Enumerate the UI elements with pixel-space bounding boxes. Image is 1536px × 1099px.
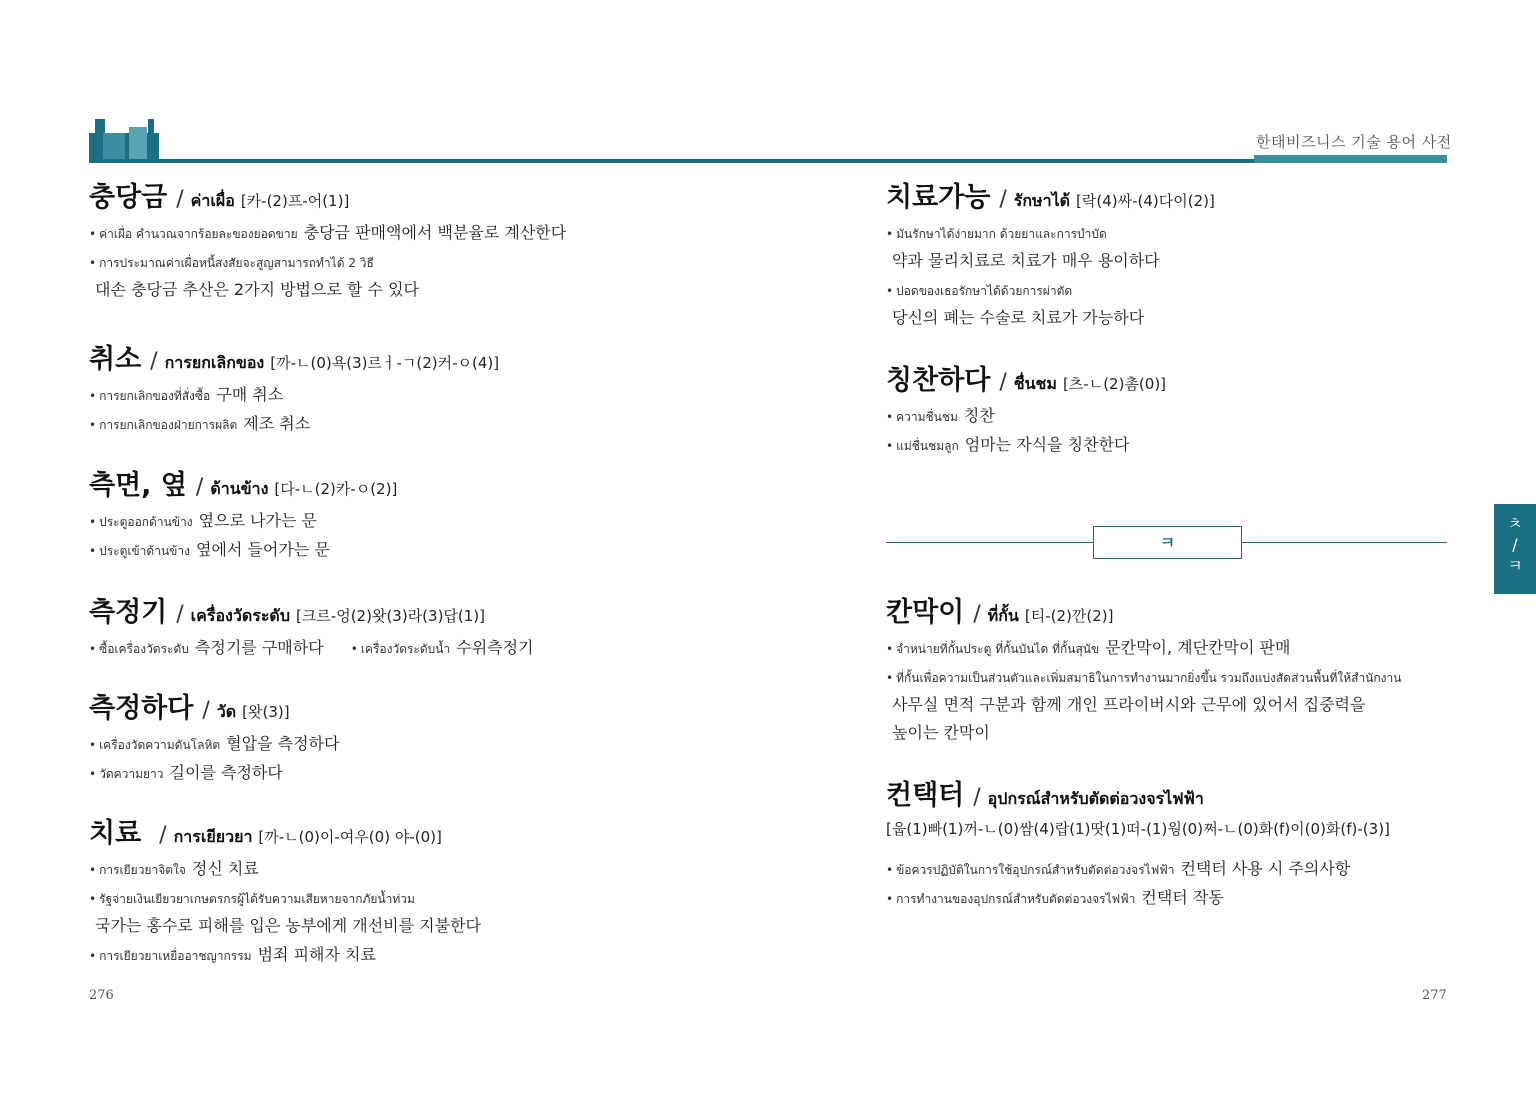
pronunciation: [까-ㄴ(0)이-여우(0) 야-(0)] <box>258 828 442 846</box>
tab-separator: / <box>1512 534 1518 554</box>
pronunciation: [락(4)싸-(4)다이(2)] <box>1076 192 1215 210</box>
entry <box>886 773 1466 908</box>
separator: / <box>195 475 204 500</box>
entry <box>89 686 789 783</box>
right-column-top <box>886 175 1466 455</box>
example: • วัดความยาว 길이를 측정하다 <box>89 763 283 782</box>
section-divider <box>886 526 1447 558</box>
headword: 측정하다 <box>89 693 194 724</box>
pronunciation: [카-(2)프-어(1)] <box>240 192 350 210</box>
page-number-right: 277 <box>1422 988 1447 1003</box>
separator: / <box>159 823 167 848</box>
pronunciation: [웁(1)빠(1)꺼-ㄴ(0)쌈(4)랍(1)땃(1)떠-(1)웡(0)쩌-ㄴ(0)화(f)이(0)화(f)-(3)] <box>886 820 1390 838</box>
thai-term: วัด <box>216 702 237 721</box>
example: • การทำงานของอุปกรณ์สำหรับตัดต่อวงจรไฟฟ้า 컨택터 작동 <box>886 888 1224 907</box>
right-column-bottom <box>886 590 1466 908</box>
pronunciation: [티-(2)깐(2)] <box>1024 607 1114 625</box>
example: • ข้อควรปฏิบัติในการใช้อุปกรณ์สำหรับตัดต่อวงจรไฟฟ้า 컨택터 사용 시 주의사항 <box>886 859 1351 878</box>
section-letter: ㅋ <box>1093 526 1242 559</box>
entry <box>886 590 1466 743</box>
example: • ประตูเข้าด้านข้าง 옆에서 들어가는 문 <box>89 540 330 559</box>
example: • ประตูออกด้านข้าง 옆으로 나가는 문 <box>89 511 317 530</box>
separator: / <box>999 187 1007 212</box>
example: • ความชื่นชม 칭찬 <box>886 406 995 425</box>
headword: 칭찬하다 <box>886 365 991 396</box>
thai-term: ที่กั้น <box>987 606 1019 625</box>
headword: 취소 <box>89 344 142 375</box>
header-decoration <box>89 117 159 161</box>
thai-term: รักษาได้ <box>1013 191 1070 210</box>
separator: / <box>176 187 184 212</box>
thai-term: เครื่องวัดระดับ <box>190 606 290 625</box>
thai-term: ค่าเผื่อ <box>190 191 235 210</box>
separator: / <box>176 602 184 627</box>
entry <box>89 337 789 434</box>
example: • ที่กั้นเพื่อความเป็นส่วนตัวและเพิ่มสมาธิในการทำงานมากยิ่งขึ้น รวมถึงแบ่งสัดส่วนพื้นที่ให้สำนักงาน 사무실 면적 구분과 함께 개인 프라이버시와 근무에 있어서 집중력을 높이는 칸막이 <box>886 671 1402 742</box>
headword: 칸막이 <box>886 597 965 628</box>
entry <box>89 811 789 965</box>
entry <box>89 175 789 300</box>
separator: / <box>202 698 210 723</box>
example: • การยกเลิกของที่สั่งซื้อ 구매 취소 <box>89 385 284 404</box>
example: • จำหน่ายที่กั้นประตู ที่กั้นบันได ที่กั้นสุนัข 문칸막이, 계단칸막이 판매 <box>886 638 1291 657</box>
running-title: 한태비즈니스 기술 용어 사전 <box>1256 133 1452 151</box>
separator: / <box>973 602 981 627</box>
headword: 치료 <box>89 818 142 849</box>
example: • การยกเลิกของฝ่ายการผลิต 제조 취소 <box>89 414 311 433</box>
pronunciation: [왓(3)] <box>242 703 290 721</box>
example: • การเยียวยาจิตใจ 정신 치료 <box>89 859 259 878</box>
headword: 측면, 옆 <box>89 470 187 501</box>
example: • การประมาณค่าเผื่อหนี้สงสัยจะสูญสามารถทำได้ 2 วิธี 대손 충당금 추산은 2가지 방법으로 할 수 있다 <box>89 256 419 299</box>
pronunciation: [다-ㄴ(2)카-ㅇ(2)] <box>274 480 398 498</box>
header-title-bar <box>1254 155 1447 163</box>
headword: 충당금 <box>89 182 168 213</box>
tab-bottom-letter: ㅋ <box>1507 555 1523 575</box>
example: • ปอดของเธอรักษาได้ด้วยการผ่าตัด 당신의 폐는 수술로 치료가 가능하다 <box>886 284 1145 327</box>
header-rule <box>89 159 1447 163</box>
thai-term: การเยียวยา <box>173 827 253 846</box>
thai-term: การยกเลิกของ <box>164 353 265 372</box>
pronunciation: [크르-엉(2)왓(3)라(3)답(1)] <box>295 607 486 625</box>
separator: / <box>150 349 158 374</box>
example: • รัฐจ่ายเงินเยียวยาเกษตรกรผู้ได้รับความเสียหายจากภัยน้ำท่วม 국가는 홍수로 피해를 입은 농부에게 개선비를 지불한다 <box>89 892 482 935</box>
headword: 측정기 <box>89 597 168 628</box>
entry <box>886 175 1466 328</box>
example: • มันรักษาได้ง่ายมาก ด้วยยาและการบำบัด 약과 물리치료로 치료가 매우 용이하다 <box>886 227 1160 270</box>
thai-term: ชื่นชม <box>1013 374 1057 393</box>
thai-term: ด้านข้าง <box>210 479 269 498</box>
entry <box>89 463 789 560</box>
left-column <box>89 175 789 965</box>
section-tab[interactable] <box>1494 504 1536 594</box>
example-row: • ซื้อเครื่องวัดระดับ 측정기를 구매하다 • เครื่องวัดระดับน้ำ 수위측정기 <box>89 638 534 657</box>
headword: 치료가능 <box>886 182 991 213</box>
separator: / <box>999 370 1007 395</box>
headword: 컨택터 <box>886 780 965 811</box>
example: • การเยียวยาเหยื่ออาชญากรรม 범죄 피해자 치료 <box>89 945 376 964</box>
example: • แม่ชื่นชมลูก 엄마는 자식을 칭찬한다 <box>886 435 1130 454</box>
separator: / <box>973 785 981 810</box>
entry <box>886 358 1466 455</box>
example: • เครื่องวัดความดันโลหิต 혈압을 측정하다 <box>89 734 340 753</box>
page-number-left: 276 <box>89 988 114 1003</box>
entry <box>89 590 789 658</box>
pronunciation: [츠-ㄴ(2)촘(0)] <box>1062 375 1167 393</box>
pronunciation: [까-ㄴ(0)욕(3)르ㅓ-ㄱ(2)커-ㅇ(4)] <box>270 354 500 372</box>
tab-top-letter: ㅊ <box>1507 514 1523 533</box>
example: • ค่าเผื่อ คำนวณจากร้อยละของยอดขาย 충당금 판매액에서 백분율로 계산한다 <box>89 223 567 242</box>
thai-term: อุปกรณ์สำหรับตัดต่อวงจรไฟฟ้า <box>987 789 1204 808</box>
